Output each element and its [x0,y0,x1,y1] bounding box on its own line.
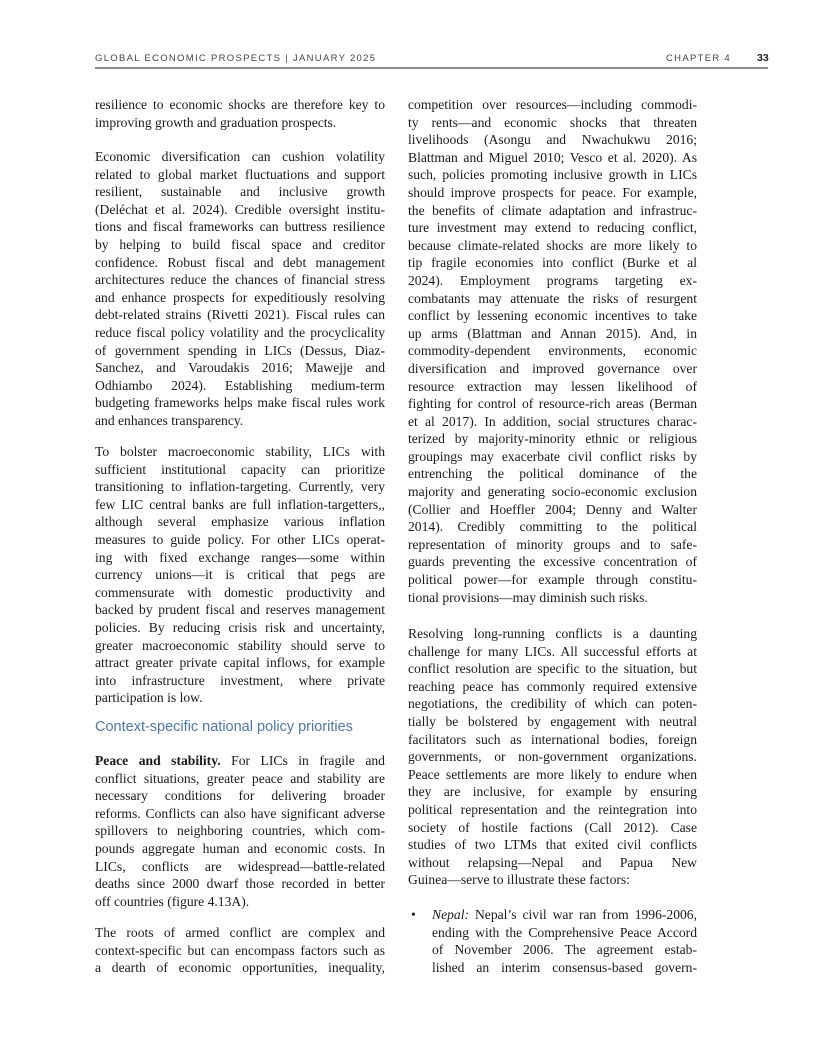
text-line: Peace settlements are more likely to endure when [408,766,697,782]
text-line: majority and generating socio-economic exclusion [408,484,697,500]
text-line [95,752,385,770]
text-line: necessary conditions for delivering broader [95,788,385,804]
text-line: few LIC central banks are full inflation-targetters,, [95,496,385,512]
text-line: conflict situations, greater peace and stability are [95,770,385,786]
text-line: context-specific but can encompass factors such as [95,942,385,958]
text-line: participation is low. [95,690,203,706]
text-line: resilience to economic shocks are therefore key to [95,97,385,112]
text-line: of November 2006. The agreement estab- [432,942,697,958]
text-line: LICs, conflicts are widespread—battle-related [95,858,385,874]
text-line: they are inclusive, for example by ensuring [408,784,697,800]
text-line: measures to guide policy. For other LICs operat- [95,531,385,547]
text-line: policies. By reducing crisis risk and uncertainty, [95,619,385,635]
text-line: reaching peace has commonly required extensive [408,678,697,694]
text-line: greater macroeconomic stability should serve to [95,637,385,653]
text-line: because climate-related shocks are more likely to [408,237,697,253]
text-line: society of hostile factions (Call 2012). Case [408,819,697,835]
running-header-chapter: CHAPTER 4 [666,53,732,64]
text-line: reforms. Conflicts can also have significant adverse [95,805,385,821]
text-line: commensurate with domestic productivity and [95,584,385,600]
text-line [432,906,697,924]
text-line: related to global market fluctuations and support [95,166,385,182]
bullet-item-nepal [432,906,697,976]
text-line: (Collier and Hoeffler 2004; Denny and Walter [408,501,697,517]
text-line: currency unions—it is critical that pegs are [95,567,385,583]
text-line: up arms (Blattman and Annan 2015). And, in [408,325,697,341]
text-line: commodity-dependent environments, economic [408,343,697,359]
text-line: spillovers to neighboring countries, which com- [95,823,385,839]
page-number: 33 [757,52,769,64]
text-line: tions and fiscal frameworks can buttress resilience [95,219,385,235]
text-line: terized by majority-minority ethnic or religious [408,431,697,447]
text-line: competition over resources—including commodi- [408,97,697,112]
paragraph [408,96,697,606]
text-line: reduce fiscal policy volatility and the procyclicality [95,324,385,340]
section-heading: Context-specific national policy priorities [95,719,353,735]
text-line: groupings may exacerbate civil conflict risks by [408,448,697,464]
text-line: tional provisions—may diminish such risks. [408,589,648,605]
text-line: tially be bolstered by engagement with neutral [408,713,697,729]
text-line: tip fragile economies into conflict (Burke et al [408,255,697,271]
bullet-marker: • [411,907,416,922]
text-line: without relapsing—Nepal and Papua New [408,854,697,870]
text-line: facilitators such as international bodies, foreign [408,731,697,747]
text-line: guards preventing the excessive concentration of [408,554,697,570]
text-line: political representation and the reintegration into [408,801,697,817]
text-line: challenge for many LICs. All successful efforts at [408,643,697,659]
line-text: For LICs in fragile and [220,753,385,768]
text-line: into infrastructure investment, where private [95,672,385,688]
text-line: Blattman and Miguel 2010; Vesco et al. 2020). As [408,149,697,165]
text-line: lished an interim consensus-based govern- [432,959,697,975]
text-line: Economic diversification can cushion volatility [95,149,385,164]
text-line: such, policies promoting inclusive growth in LICs [408,167,697,183]
text-line: by helping to build fiscal space and creditor [95,236,385,252]
text-line: the benefits of climate adaptation and infrastruc- [408,202,697,218]
text-line: should improve prospects for peace. For example, [408,184,697,200]
text-line: budgeting frameworks helps make fiscal rules work [95,395,385,411]
text-line: Odhiambo 2024). Establishing medium-term [95,377,385,393]
paragraph [95,924,385,977]
text-line: conflict by lessening economic incentives to take [408,308,697,324]
text-line: resource extraction may lessen likelihood of [408,378,697,394]
text-line: deaths since 2000 dwarf those recorded in better [95,876,385,892]
text-line: of government spending in LICs (Dessus, Diaz- [95,342,385,358]
text-line: Resolving long-running conflicts is a daunting [408,626,697,641]
text-line: 2024). Employment programs targeting ex- [408,272,697,288]
text-line: negotiations, the credibility of which can poten- [408,696,697,712]
text-line: a dearth of economic opportunities, inequality, [95,960,385,976]
text-line: political power—for example through constitu- [408,572,697,588]
text-line: confidence. Robust fiscal and debt management [95,254,385,270]
text-line: ing with fixed exchange ranges—some within [95,549,385,565]
text-line: improving growth and graduation prospects. [95,114,337,130]
text-line: pounds aggregate human and economic costs. In [95,840,385,856]
text-line: Guinea—serve to illustrate these factors: [408,872,630,888]
text-line: governments, or non-government organizations. [408,749,697,765]
text-line: entrenching the political dominance of the [408,466,697,482]
text-line: ture investment may extend to reducing conflict, [408,220,697,236]
text-line: debt-related strains (Rivetti 2021). Fiscal rules can [95,307,385,323]
text-line: architectures reduce the chances of financial stress [95,272,385,288]
line-text: Nepal’s civil war ran from 1996-2006, [469,907,697,922]
text-line: combatants may attenuate the risks of resurgent [408,290,697,306]
text-line: diversification and improved governance over [408,360,697,376]
text-line: ending with the Comprehensive Peace Accord [432,924,697,940]
text-line: and enhances transparency. [95,412,244,428]
text-line: studies of two LTMs that exited civil conflicts [408,837,697,853]
text-line: Sanchez, and Varoudakis 2016; Mawejje and [95,360,385,376]
text-line: resilient, sustainable and inclusive growth [95,184,385,200]
text-line: ty rents—and economic shocks that threaten [408,114,697,130]
paragraph [95,443,385,707]
text-line: transitioning to inflation-targeting. Currently, very [95,479,385,495]
text-line: 2014). Credibly committing to the political [408,519,697,535]
paragraph [408,625,697,889]
text-line: et al 2017). In addition, social structures charac- [408,413,697,429]
paragraph [95,752,385,910]
text-line: sufficient institutional capacity can prioritize [95,461,385,477]
text-line: attract greater private capital inflows, for example [95,655,385,671]
running-header-title: GLOBAL ECONOMIC PROSPECTS | JANUARY 2025 [95,53,377,64]
text-line: To bolster macroeconomic stability, LICs with [95,444,385,459]
header-rule [95,67,768,69]
run-in-lead: Nepal: [432,907,469,922]
text-line: fighting for control of resource-rich areas (Berman [408,396,697,412]
text-line: The roots of armed conflict are complex and [95,925,385,940]
text-line: backed by prudent fiscal and reserves management [95,602,385,618]
text-line: although several emphasize various inflation [95,514,385,530]
text-line: livelihoods (Asongu and Nwachukwu 2016; [408,132,697,148]
paragraph [95,96,385,131]
paragraph [95,148,385,430]
text-line: conflict resolution are specific to the situation, but [408,661,697,677]
text-line: and enhance prospects for expeditiously resolving [95,289,385,305]
text-line: representation of minority groups and to safe- [408,536,697,552]
text-line: off countries (figure 4.13A). [95,893,250,909]
run-in-lead: Peace and stability. [95,753,221,768]
text-line: (Deléchat et al. 2024). Credible oversight institu- [95,201,385,217]
